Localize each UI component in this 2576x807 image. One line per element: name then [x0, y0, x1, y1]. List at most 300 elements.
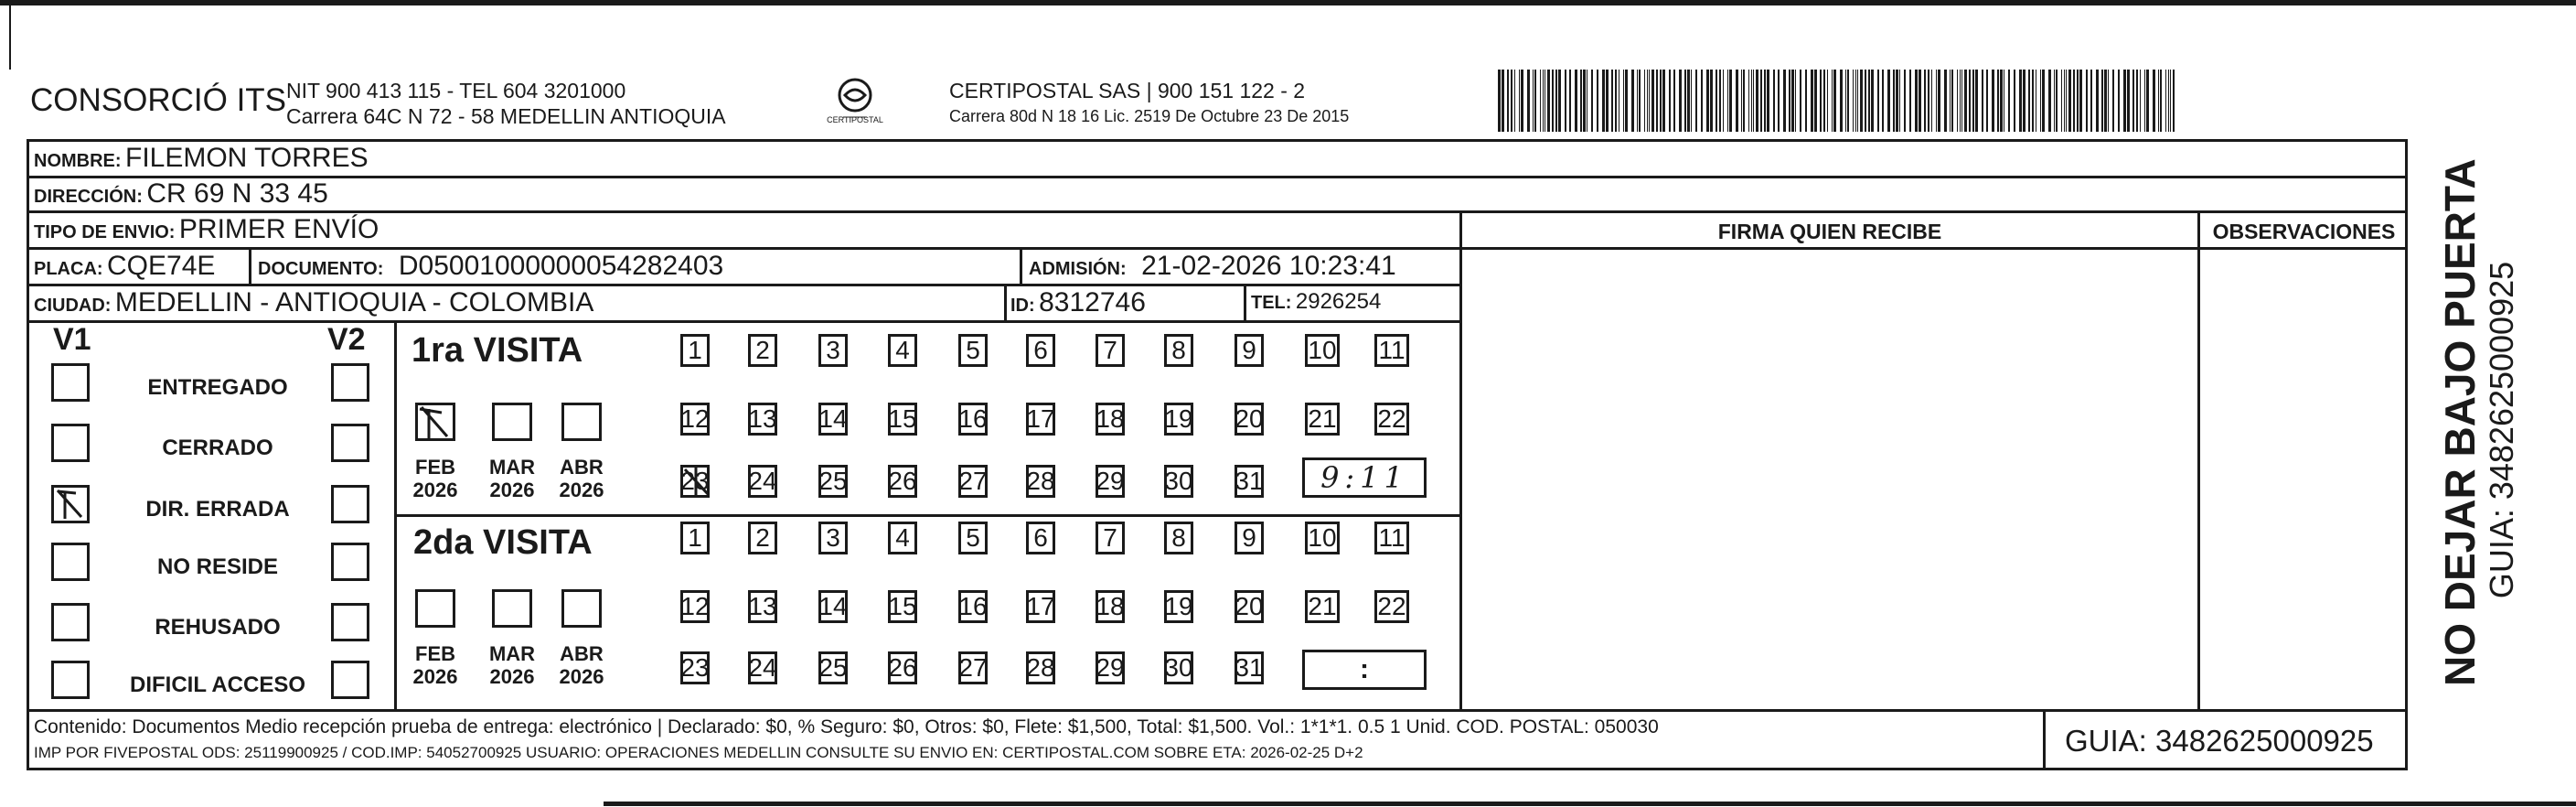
day-number: 27	[958, 653, 988, 682]
barcode-bar	[1778, 70, 1780, 132]
barcode-bar	[1575, 70, 1577, 132]
month-name: MAR	[488, 642, 536, 665]
observaciones-area[interactable]	[2200, 250, 2408, 709]
day-number: 2	[755, 336, 770, 364]
barcode-bar	[2104, 70, 2107, 132]
barcode-bar	[2123, 70, 2126, 132]
barcode-bar	[1845, 70, 1846, 132]
barcode-bar	[1639, 70, 1641, 132]
bottom-edge-line	[604, 802, 2576, 806]
first-visit-day-box[interactable]	[1164, 334, 1193, 367]
line-under-direccion	[27, 210, 2408, 213]
barcode-bar	[2101, 70, 2103, 132]
barcode-bar	[1814, 70, 1817, 132]
v2-checkbox[interactable]	[331, 424, 369, 462]
second-visit-day-box[interactable]	[748, 651, 777, 684]
second-visit-day-box[interactable]	[1235, 590, 1264, 623]
barcode-bar	[2168, 70, 2169, 132]
month-year: 2026	[489, 665, 535, 689]
barcode-bar	[1928, 70, 1929, 132]
status-label: CERRADO	[162, 436, 273, 460]
first-visit-day-box[interactable]	[1026, 465, 1055, 498]
barcode-bar	[1855, 70, 1856, 132]
first-visit-day-box[interactable]	[1235, 465, 1264, 498]
day-number: 26	[888, 653, 917, 682]
second-visit-day-box[interactable]	[1164, 651, 1193, 684]
barcode-bar	[1847, 70, 1849, 132]
month-year: 2026	[489, 479, 535, 502]
day-number: 30	[1164, 467, 1193, 495]
barcode-bar	[1533, 70, 1534, 132]
barcode-bars	[1498, 70, 2175, 132]
day-number: 28	[1026, 467, 1055, 495]
v2-checkbox[interactable]	[331, 543, 369, 581]
second-visit-day-box[interactable]	[888, 651, 917, 684]
barcode-bar	[1695, 70, 1697, 132]
barcode-bar	[2118, 70, 2120, 132]
barcode-bar	[2144, 70, 2145, 132]
second-visit-day-box[interactable]	[680, 651, 710, 684]
month-checkbox-feb[interactable]	[415, 589, 455, 628]
day-number: 11	[1378, 336, 1406, 364]
day-number: 5	[966, 336, 980, 364]
barcode-bar	[1805, 70, 1807, 132]
barcode-bar	[2173, 70, 2175, 132]
second-visit-day-box[interactable]	[748, 522, 777, 554]
day-number: 6	[1033, 336, 1048, 364]
month-label	[551, 456, 612, 502]
first-visit-day-box[interactable]	[1026, 334, 1055, 367]
placa-value: CQE74E	[107, 251, 216, 281]
barcode-bar	[2064, 70, 2065, 132]
day-number: 29	[1096, 653, 1125, 682]
v2-checkbox[interactable]	[331, 603, 369, 641]
second-visit-day-box[interactable]	[818, 522, 848, 554]
barcode-bar	[1552, 70, 1554, 132]
second-visit-time-box[interactable]	[1302, 650, 1427, 690]
second-visit-day-box[interactable]	[1164, 522, 1193, 554]
first-visit-day-box[interactable]	[748, 403, 777, 436]
first-visit-day-box[interactable]	[1096, 403, 1125, 436]
barcode-bar	[1580, 70, 1582, 132]
day-number: 31	[1235, 653, 1264, 682]
id-value: 8312746	[1039, 287, 1146, 317]
barcode-bar	[2132, 70, 2134, 132]
barcode-bar	[1896, 70, 1898, 132]
first-visit-day-box[interactable]	[1374, 403, 1409, 436]
barcode-bar	[1957, 70, 1958, 132]
month-label	[482, 456, 542, 502]
no-dejar-bajo-puerta: NO DEJAR BAJO PUERTA	[2436, 158, 2484, 686]
divider-tel	[1244, 284, 1246, 320]
second-visit-day-box[interactable]	[958, 590, 988, 623]
barcode-bar	[1631, 70, 1634, 132]
barcode-bar	[1811, 70, 1813, 132]
month-name: MAR	[488, 456, 536, 479]
barcode-bar	[1857, 70, 1858, 132]
barcode-bar	[1795, 70, 1796, 132]
month-checkbox-abr[interactable]	[561, 403, 602, 441]
barcode-bar	[1751, 70, 1752, 132]
admision-row	[1029, 253, 1396, 280]
barcode-bar	[1904, 70, 1906, 132]
day-number: 12	[680, 592, 710, 620]
barcode-bar	[1789, 70, 1790, 132]
second-visit-day-box[interactable]	[958, 651, 988, 684]
barcode-bar	[1975, 70, 1978, 132]
v2-label: V2	[327, 322, 366, 357]
barcode-bar	[1729, 70, 1732, 132]
first-visit-day-box[interactable]	[1305, 403, 1340, 436]
first-visit-day-box[interactable]	[1374, 334, 1409, 367]
barcode-bar	[2086, 70, 2088, 132]
barcode-bar	[1865, 70, 1866, 132]
barcode-bar	[1687, 70, 1690, 132]
top-edge-line	[0, 0, 2576, 5]
day-number: 2	[755, 523, 770, 552]
day-number: 24	[748, 653, 777, 682]
barcode-bar	[1540, 70, 1541, 132]
barcode-bar	[1909, 70, 1911, 132]
barcode-bar	[2019, 70, 2022, 132]
barcode-bar	[1519, 70, 1520, 132]
barcode-bar	[2158, 70, 2159, 132]
barcode-bar	[1597, 70, 1598, 132]
barcode-bar	[1558, 70, 1561, 132]
month-year: 2026	[412, 665, 458, 689]
barcode-bar	[1743, 70, 1745, 132]
day-number: 20	[1235, 404, 1264, 433]
barcode-bar	[1868, 70, 1870, 132]
tipo-label: TIPO DE ENVIO:	[34, 222, 176, 242]
barcode-bar	[1950, 70, 1951, 132]
second-visit-day-box[interactable]	[1235, 522, 1264, 554]
first-visit-day-box[interactable]	[958, 465, 988, 498]
first-visit-day-box[interactable]	[680, 403, 710, 436]
day-number: 3	[826, 336, 840, 364]
first-visit-day-box[interactable]	[1096, 465, 1125, 498]
day-number: 1	[688, 336, 702, 364]
barcode-bar	[1972, 70, 1974, 132]
barcode-bar	[2136, 70, 2138, 132]
day-number: 28	[1026, 653, 1055, 682]
first-visit-day-box[interactable]	[1164, 403, 1193, 436]
day-number: 19	[1164, 592, 1193, 620]
first-visit-day-box[interactable]	[888, 334, 917, 367]
day-number: 26	[888, 467, 917, 495]
barcode-bar	[1748, 70, 1749, 132]
side-guia: GUIA: 3482625000925	[2483, 261, 2520, 599]
v2-checkbox[interactable]	[331, 485, 369, 523]
line-under-ciudad	[27, 320, 1459, 323]
v1-checkbox[interactable]	[51, 424, 90, 462]
barcode-bar	[1606, 70, 1609, 132]
month-label	[482, 642, 542, 689]
barcode-bar	[1756, 70, 1758, 132]
day-number: 20	[1235, 592, 1264, 620]
barcode-bar	[1569, 70, 1571, 132]
first-visit-day-box[interactable]	[1096, 334, 1125, 367]
day-number: 8	[1171, 523, 1186, 552]
second-visit-day-box[interactable]	[1026, 590, 1055, 623]
admision-label: ADMISIÓN:	[1029, 259, 1127, 279]
first-visit-day-box[interactable]	[680, 465, 710, 498]
barcode-bar	[1893, 70, 1895, 132]
first-visit-day-box[interactable]	[1305, 334, 1340, 367]
carrier-address: Carrera 80d N 18 16 Lic. 2519 De Octubre 23 De 2015	[949, 107, 1350, 125]
barcode-bar	[1969, 70, 1971, 132]
signature-area[interactable]	[1462, 250, 2197, 709]
status-label: NO RESIDE	[156, 554, 279, 579]
day-number: 10	[1308, 336, 1337, 364]
day-number: 16	[958, 404, 988, 433]
day-number: 23	[680, 467, 710, 495]
barcode-bar	[1625, 70, 1628, 132]
barcode-bar	[1591, 70, 1593, 132]
left-edge-line	[9, 5, 11, 70]
second-visit-day-box[interactable]	[818, 651, 848, 684]
barcode-bar	[2048, 70, 2051, 132]
barcode-bar	[2153, 70, 2155, 132]
barcode-bar	[1832, 70, 1833, 132]
month-checkbox-feb[interactable]	[415, 403, 455, 441]
v1-checkbox[interactable]	[51, 363, 90, 402]
barcode-bar	[2023, 70, 2026, 132]
second-visit-day-box[interactable]	[1305, 522, 1340, 554]
barcode-bar	[1673, 70, 1675, 132]
first-visit-day-box[interactable]	[818, 334, 848, 367]
barcode-bar	[1611, 70, 1613, 132]
barcode-bar	[1951, 70, 1953, 132]
first-visit-day-box[interactable]	[680, 334, 710, 367]
barcode-bar	[1507, 70, 1509, 132]
documento-value: D05001000000054282403	[398, 251, 724, 281]
day-number: 25	[818, 467, 848, 495]
first-visit-day-box[interactable]	[1026, 403, 1055, 436]
first-visit-day-box[interactable]	[748, 465, 777, 498]
barcode-bar	[1691, 70, 1692, 132]
barcode-bar	[1871, 70, 1874, 132]
barcode-bar	[1651, 70, 1654, 132]
month-checkbox-abr[interactable]	[561, 589, 602, 628]
month-checkbox-mar[interactable]	[492, 403, 532, 441]
barcode-bar	[1833, 70, 1836, 132]
barcode-bar	[2073, 70, 2075, 132]
first-visit-day-box[interactable]	[888, 403, 917, 436]
tel-label: TEL:	[1251, 293, 1292, 313]
second-visit-day-box[interactable]	[888, 522, 917, 554]
day-number: 18	[1096, 592, 1125, 620]
second-visit-day-box[interactable]	[680, 590, 710, 623]
logo-text: CERTIPOSTAL	[827, 115, 883, 124]
status-label: REHUSADO	[155, 615, 281, 640]
barcode-bar	[2054, 70, 2055, 132]
barcode-bar	[1498, 70, 1501, 132]
day-number: 21	[1308, 404, 1337, 433]
barcode-bar	[2077, 70, 2079, 132]
first-visit-day-box[interactable]	[888, 465, 917, 498]
barcode-bar	[2127, 70, 2130, 132]
direccion-label: DIRECCIÓN:	[34, 187, 143, 207]
barcode-bar	[1924, 70, 1926, 132]
barcode-bar	[2170, 70, 2171, 132]
month-label	[405, 642, 465, 689]
barcode-bar	[1964, 70, 1967, 132]
v1-label: V1	[53, 322, 91, 357]
barcode-bar	[1623, 70, 1624, 132]
month-name: FEB	[415, 456, 455, 479]
day-number: 29	[1096, 467, 1125, 495]
line-above-footer	[27, 709, 2408, 712]
v1-checkbox[interactable]	[51, 661, 90, 699]
line-between-visits	[394, 514, 1459, 517]
v1-checkbox[interactable]	[51, 543, 90, 581]
month-name: ABR	[560, 642, 604, 665]
barcode-bar	[1944, 70, 1947, 132]
second-visit-day-box[interactable]	[1026, 522, 1055, 554]
barcode-bar	[2079, 70, 2082, 132]
barcode-bar	[1706, 70, 1709, 132]
barcode-bar	[1679, 70, 1682, 132]
documento-row	[258, 253, 723, 280]
v2-checkbox[interactable]	[331, 661, 369, 699]
tel-value: 2926254	[1295, 289, 1382, 314]
divider-footer-guia	[2043, 709, 2046, 770]
nombre-value: FILEMON TORRES	[125, 143, 369, 173]
day-number: 6	[1033, 523, 1048, 552]
barcode-bar	[1931, 70, 1932, 132]
first-visit-day-box[interactable]	[958, 334, 988, 367]
day-number: 8	[1171, 336, 1186, 364]
second-visit-label: 2da VISITA	[413, 523, 593, 562]
day-number: 7	[1103, 523, 1117, 552]
second-visit-day-box[interactable]	[748, 590, 777, 623]
day-number: 14	[818, 592, 848, 620]
v1-checkbox[interactable]	[51, 603, 90, 641]
barcode-bar	[1521, 70, 1523, 132]
barcode-bar	[1783, 70, 1786, 132]
first-visit-day-box[interactable]	[818, 403, 848, 436]
footer-contenido: Contenido: Documentos Medio recepción prueba de entrega: electrónico | Declarado: $0, % Seguro: $0, Otros: $0, Flete: $1,500, Total: $1,500. Vol.: 1*1*1. 0.5 1 Unid. COD. POSTAL: 050030	[34, 716, 1659, 737]
barcode-bar	[1899, 70, 1900, 132]
barcode-bar	[1820, 70, 1822, 132]
first-visit-day-box[interactable]	[1235, 403, 1264, 436]
day-number: 22	[1377, 404, 1406, 433]
barcode-bar	[2056, 70, 2058, 132]
second-visit-day-box[interactable]	[680, 522, 710, 554]
barcode-bar	[2061, 70, 2062, 132]
direccion-value: CR 69 N 33 45	[146, 178, 328, 209]
day-number: 21	[1308, 592, 1337, 620]
second-visit-day-box[interactable]	[1235, 651, 1264, 684]
day-number: 4	[895, 336, 910, 364]
ciudad-value: MEDELLIN - ANTIOQUIA - COLOMBIA	[114, 287, 594, 317]
tipo-row	[34, 216, 379, 243]
first-visit-label: 1ra VISITA	[412, 331, 583, 370]
barcode-bar	[1727, 70, 1728, 132]
day-number: 23	[680, 653, 710, 682]
barcode-bar	[1547, 70, 1550, 132]
day-number: 5	[966, 523, 980, 552]
observaciones-label: OBSERVACIONES	[2212, 220, 2396, 243]
barcode	[1498, 70, 2175, 132]
divider-admision	[1020, 247, 1022, 284]
day-number: 3	[826, 523, 840, 552]
second-visit-day-box[interactable]	[888, 590, 917, 623]
divider-visits	[394, 320, 397, 709]
second-visit-day-box[interactable]	[1096, 590, 1125, 623]
barcode-bar	[1877, 70, 1879, 132]
documento-label: DOCUMENTO:	[258, 259, 384, 279]
barcode-bar	[1938, 70, 1940, 132]
first-visit-time-box[interactable]	[1302, 457, 1427, 498]
certipostal-logo	[823, 75, 887, 130]
first-visit-day-box[interactable]	[818, 465, 848, 498]
barcode-bar	[2032, 70, 2034, 132]
barcode-bar	[1710, 70, 1713, 132]
day-number: 13	[748, 592, 777, 620]
barcode-bar	[2040, 70, 2041, 132]
barcode-bar	[2000, 70, 2003, 132]
first-visit-time: 9:11	[1320, 460, 1408, 495]
barcode-bar	[1684, 70, 1686, 132]
barcode-bar	[1773, 70, 1775, 132]
second-visit-day-box[interactable]	[1374, 590, 1409, 623]
barcode-bar	[1936, 70, 1937, 132]
footer-guia: GUIA: 3482625000925	[2065, 724, 2374, 758]
day-number: 30	[1164, 653, 1193, 682]
v2-checkbox[interactable]	[331, 363, 369, 402]
barcode-bar	[1644, 70, 1645, 132]
second-visit-day-box[interactable]	[958, 522, 988, 554]
nombre-row	[34, 145, 369, 172]
status-label: ENTREGADO	[147, 375, 288, 400]
barcode-bar	[1992, 70, 1994, 132]
first-visit-day-box[interactable]	[1164, 465, 1193, 498]
barcode-bar	[2112, 70, 2114, 132]
status-label: DIFICIL ACCESO	[129, 672, 305, 697]
barcode-bar	[1656, 70, 1658, 132]
second-visit-day-box[interactable]	[1026, 651, 1055, 684]
barcode-bar	[1741, 70, 1742, 132]
first-visit-day-box[interactable]	[748, 334, 777, 367]
barcode-bar	[2108, 70, 2109, 132]
month-checkbox-mar[interactable]	[492, 589, 532, 628]
second-visit-day-box[interactable]	[1305, 590, 1340, 623]
first-visit-day-box[interactable]	[1235, 334, 1264, 367]
first-visit-day-box[interactable]	[958, 403, 988, 436]
second-visit-day-box[interactable]	[1096, 651, 1125, 684]
barcode-bar	[2146, 70, 2149, 132]
direccion-row	[34, 180, 328, 208]
second-visit-day-box[interactable]	[1374, 522, 1409, 554]
day-number: 14	[818, 404, 848, 433]
second-visit-day-box[interactable]	[1164, 590, 1193, 623]
v1-checkbox[interactable]	[51, 485, 90, 523]
barcode-bar	[1511, 70, 1512, 132]
second-visit-day-box[interactable]	[1096, 522, 1125, 554]
month-name: ABR	[560, 456, 604, 479]
second-visit-day-box[interactable]	[818, 590, 848, 623]
day-number: 24	[748, 467, 777, 495]
barcode-bar	[1669, 70, 1671, 132]
firma-label: FIRMA QUIEN RECIBE	[1717, 220, 1942, 243]
barcode-bar	[1602, 70, 1605, 132]
barcode-bar	[1760, 70, 1762, 132]
barcode-bar	[2096, 70, 2099, 132]
barcode-bar	[1527, 70, 1530, 132]
id-row	[1010, 289, 1146, 317]
